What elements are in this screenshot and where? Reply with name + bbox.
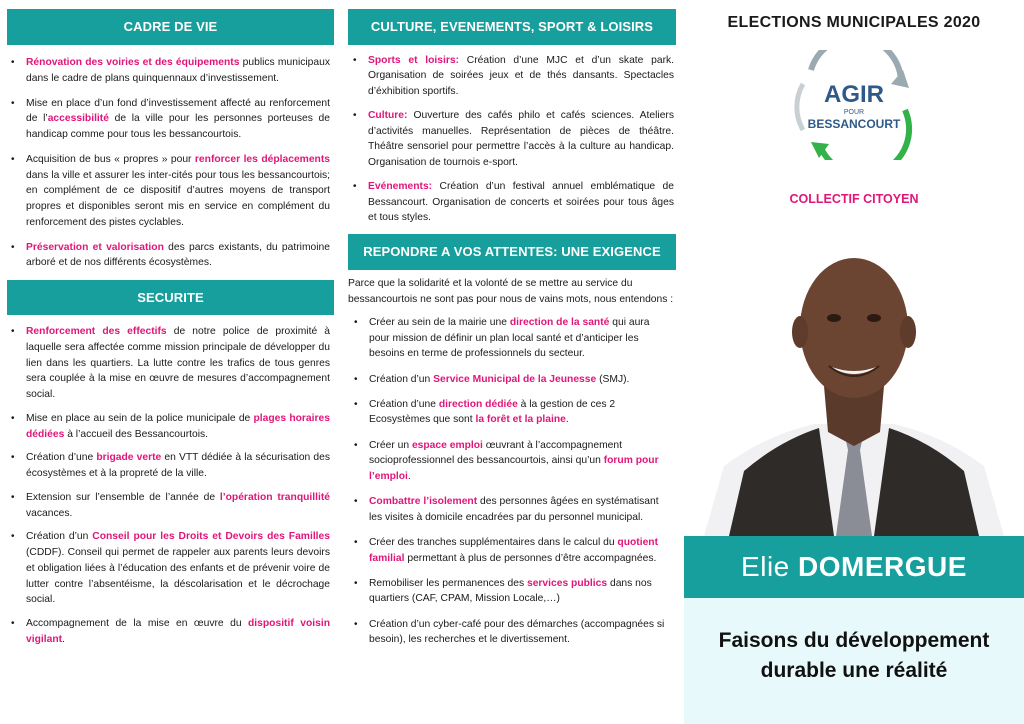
list-item <box>5 240 330 272</box>
agir-logo <box>781 50 927 160</box>
highlight-text: Culture: <box>368 110 408 122</box>
list-item <box>348 535 672 566</box>
list-item <box>5 490 330 522</box>
item-text: Remobiliser les permanences des <box>369 577 527 589</box>
list-item <box>5 450 330 482</box>
bullet-icon: • <box>354 317 358 329</box>
bullet-icon: • <box>11 153 15 165</box>
highlight-text: Rénovation des voiries et des équipements <box>26 57 240 68</box>
item-text: en VTT dédiée à la sécurisation des écosystèmes et à la propreté de la ville. <box>26 452 330 479</box>
slogan-line-1: Faisons du développement <box>718 629 990 652</box>
item-text: Ouverture des cafés philo et cafés sciences. Ateliers d’activités manuelles. Représentation de pièces de théâtre. Théâtre sensoriel pour permettre l’accès à la culture au handicap. Organisation de tournois e-sport. <box>368 110 674 168</box>
highlight-text: accessibilité <box>47 113 109 125</box>
list-item <box>347 179 674 225</box>
item-text: (SMJ). <box>596 373 630 385</box>
highlight-text: Préservation et valorisation <box>26 241 164 253</box>
highlight-text: services publics <box>526 577 608 589</box>
highlight-text: renforcer les déplacements <box>194 153 331 165</box>
highlight-text: Service Municipal de la Jeunesse <box>433 373 597 385</box>
list-item <box>348 438 672 484</box>
item-text: qui aura pour mission de définir un plan local santé et d’anticiper les besoins en terme de professionnels du secteur. <box>369 317 650 360</box>
highlight-text: quotient familial <box>369 537 659 564</box>
list-item <box>5 96 330 143</box>
logo-arrow-top <box>811 50 901 80</box>
bullet-icon: • <box>353 55 357 66</box>
column-left <box>0 0 340 724</box>
election-title: ELECTIONS MUNICIPALES 2020 <box>727 14 981 31</box>
culture-list <box>342 45 682 225</box>
item-text: Créer des tranches supplémentaires dans le calcul du <box>369 537 618 549</box>
item-text: Créer au sein de la mairie une <box>369 317 510 329</box>
item-text: Création d’un <box>369 373 434 385</box>
item-text: Création d’une <box>26 452 97 464</box>
item-text: dans nos quartiers (CAF, CPAM, Mission Locale,…) <box>369 577 652 605</box>
highlight-text: Combattre l’isolement <box>369 496 478 508</box>
item-text: Création d’un <box>26 531 93 543</box>
item-text: Mise en place au sein de la police municipale de <box>26 412 254 424</box>
list-item <box>348 617 672 648</box>
highlight-text: plages horaires dédiées <box>26 412 330 440</box>
list-item <box>5 529 330 608</box>
section-header-culture: CULTURE, EVENEMENTS, SPORT & LOISIRS <box>348 9 676 45</box>
slogan-line-2: durable une réalité <box>760 659 948 683</box>
bullet-icon: • <box>354 496 358 508</box>
repondre-list <box>342 315 682 647</box>
list-item <box>5 55 330 87</box>
list-item <box>347 53 674 99</box>
list-item <box>348 494 672 525</box>
bullet-icon: • <box>11 326 15 337</box>
item-text: des personnes âgées en systématisant les visites à domicile encadrées par du personnel municipal. <box>369 496 659 523</box>
logo-agir-text: AGIR <box>824 81 884 108</box>
bullet-icon: • <box>354 577 358 589</box>
column-middle <box>342 0 682 724</box>
item-text: œuvrant à l’accompagnement socioprofessionnel des bessancourtois, ainsi qu’un <box>369 439 622 467</box>
logo-arrow-left <box>797 84 803 130</box>
logo-city-text: BESSANCOURT <box>807 117 901 131</box>
bullet-icon: • <box>11 412 15 424</box>
bullet-icon: • <box>11 452 15 464</box>
item-text: publics municipaux dans le cadre de plans quinquennaux d’investissement. <box>26 57 330 84</box>
item-text: Créer un <box>369 439 412 451</box>
item-text: Accompagnement de la mise en œuvre du <box>26 618 249 629</box>
bullet-icon: • <box>11 618 15 629</box>
bullet-icon: • <box>11 241 15 253</box>
item-text: . <box>62 633 65 645</box>
bullet-icon: • <box>11 531 15 543</box>
item-text: à l’accueil des Bessancourtois. <box>64 428 209 440</box>
highlight-text: brigade verte <box>96 452 162 464</box>
highlight-text: direction de la santé <box>509 317 610 329</box>
logo-pour-text: POUR <box>843 109 865 116</box>
bullet-icon: • <box>354 399 358 410</box>
bullet-icon: • <box>354 439 358 451</box>
candidate-first-name: Elie <box>741 551 790 582</box>
list-item <box>5 324 330 403</box>
item-text: . <box>565 414 569 426</box>
bullet-icon: • <box>354 537 358 549</box>
list-item <box>348 315 672 361</box>
item-text: Création d’une MJC et d’un skate park. Organisation de soirées jeux et de thés dansants. Spectacles d’éxhibition sportifs. <box>368 55 675 97</box>
list-item <box>5 411 330 443</box>
item-text: de notre police de proximité à laquelle sera affectée comme mission principale de développer du lien dans les quartiers. La lutte contre les trafics de tous genres sera couplée à la mise en œuvre de mesures d’accompagnement social. <box>26 326 330 400</box>
column-cover <box>684 0 1024 724</box>
item-text: Création d’un festival annuel emblématique de Bessancourt. Organisation de concerts et soirées pour tous âges et tous styles. <box>368 181 674 223</box>
candidate-portrait <box>684 236 1024 536</box>
item-text: dans la ville et assurer les inter-cités pour tous les bessancourtois; en complément de ce dispositif d’autres moyens de transport propres et disponibles seront mis en service en complément du renforcement des pistes cyclables. <box>26 169 330 228</box>
list-item <box>348 397 672 428</box>
item-text: Création d’une <box>369 399 439 410</box>
list-item <box>5 152 330 231</box>
item-text: de la ville pour les personnes porteuses de handicap comme pour tous les bessancourtois. <box>26 113 331 140</box>
bullet-icon: • <box>354 373 358 385</box>
securite-list <box>0 315 340 648</box>
bullet-icon: • <box>353 110 357 122</box>
item-text: Extension sur l’ensemble de l’année de <box>26 491 220 503</box>
bullet-icon: • <box>353 181 357 193</box>
cadre-de-vie-list <box>0 45 340 271</box>
slogan-box <box>684 598 1024 724</box>
highlight-text: la forêt et la plaine <box>475 414 566 426</box>
item-text: Acquisition de bus « propres » pour <box>26 153 195 165</box>
highlight-text: dispositif voisin vigilant <box>26 618 330 645</box>
list-item <box>348 576 672 607</box>
bullet-icon: • <box>354 618 358 630</box>
list-item <box>347 108 674 170</box>
highlight-text: l’opération tranquillité <box>219 491 331 503</box>
highlight-text: Sports et loisirs: <box>368 55 460 66</box>
highlight-text: Renforcement des effectifs <box>26 326 167 337</box>
slogan <box>684 626 1024 687</box>
item-text: Création d’un cyber-café pour des démarches (accompagnées si besoin), les recherches et le divertissement. <box>369 618 665 646</box>
item-text: vacances. <box>26 507 73 519</box>
bullet-icon: • <box>11 491 15 503</box>
repondre-intro: Parce que la solidarité et la volonté de se mettre au service du bessancourtois ne sont pas pour nous de vains mots, nous entendons : <box>348 278 674 305</box>
highlight-text: Conseil pour les Droits et Devoirs des Familles <box>92 531 330 543</box>
bullet-icon: • <box>11 97 15 109</box>
section-header-cadre-de-vie: CADRE DE VIE <box>7 9 334 45</box>
highlight-text: forum pour l’emploi <box>369 455 659 482</box>
list-item <box>348 372 672 387</box>
highlight-text: espace emploi <box>411 439 483 451</box>
candidate-last-name: DOMERGUE <box>798 551 967 582</box>
section-header-securite: SECURITE <box>7 280 334 315</box>
list-item <box>5 616 330 648</box>
section-header-repondre: REPONDRE A VOS ATTENTES: UNE EXIGENCE <box>348 234 676 270</box>
bullet-icon: • <box>11 57 15 68</box>
candidate-name-band <box>684 536 1024 598</box>
item-text: Mise en place d’un fond d’investissement affecté au renforcement de l’ <box>26 97 330 125</box>
item-text: (CDDF). Conseil qui permet de rappeler aux parents leurs devoirs et obligation liées à l’éducation des enfants et de prévenir voire de lutter contre l’absentéisme, la déscolarisation et le décrochage social. <box>26 547 330 606</box>
item-text: à la gestion de ces 2 Ecosystèmes que sont <box>369 399 616 426</box>
highlight-text: Evénements: <box>368 181 433 193</box>
highlight-text: direction dédiée <box>438 399 518 410</box>
item-text: . <box>407 470 411 482</box>
item-text: des parcs existants, du patrimoine arboré et de nos différents écosystèmes. <box>26 241 331 269</box>
item-text: permettant à plus de personnes d’être accompagnées. <box>404 552 657 564</box>
collectif-citoyen-label: COLLECTIF CITOYEN <box>789 192 919 206</box>
